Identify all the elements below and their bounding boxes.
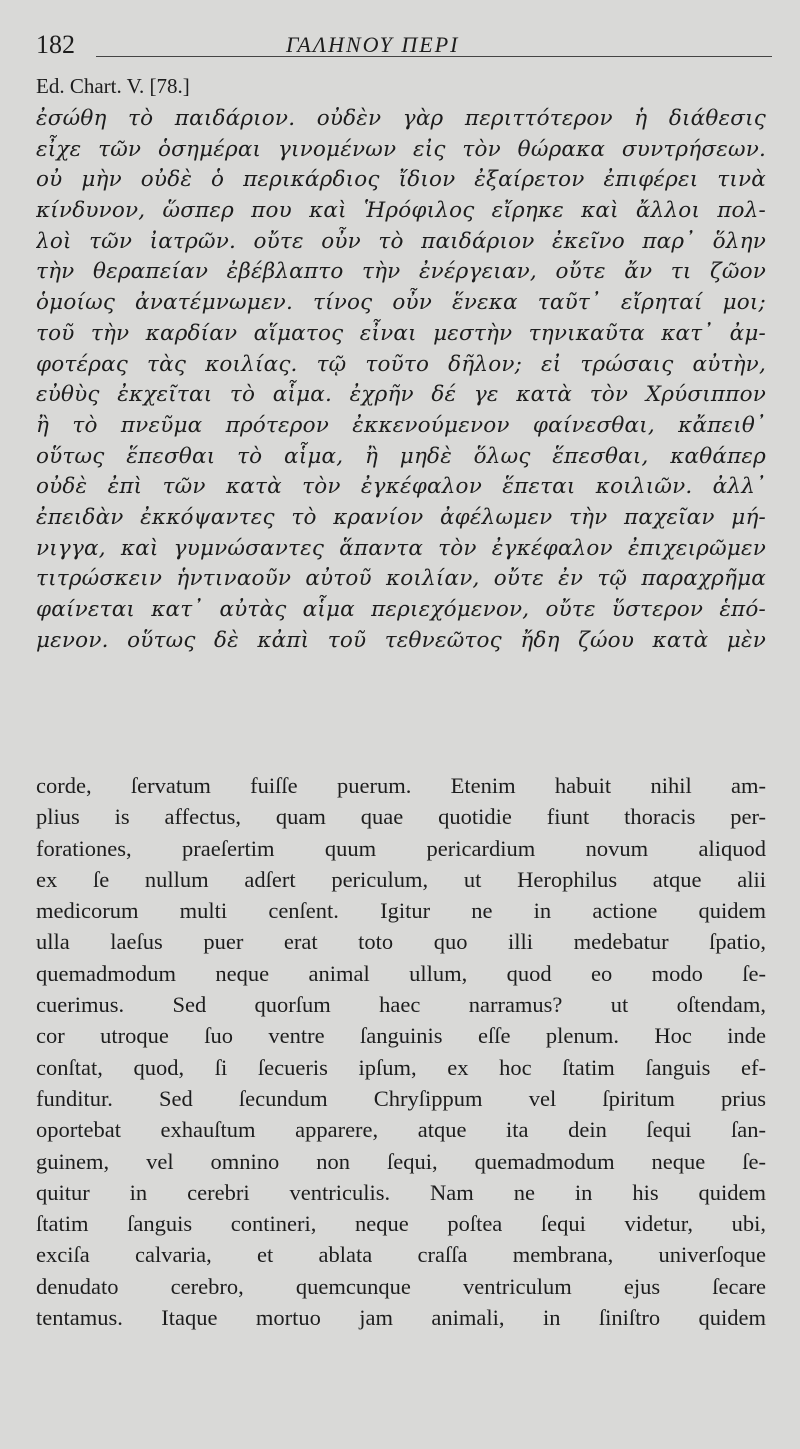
greek-text-line: εἶχε τῶν ὁσημέραι γινομένων εἰς τὸν θώρακα συντρήσεων. bbox=[36, 136, 766, 162]
latin-text-line: ulla laeſus puer erat toto quo illi medebatur ſpatio, bbox=[36, 929, 766, 955]
latin-text-line: plius is affectus, quam quae quotidie fiunt thoracis per- bbox=[36, 804, 766, 830]
running-head: ΓΑΛΗΝΟΥ ΠΕΡΙ bbox=[286, 32, 460, 57]
latin-text-line: cuerimus. Sed quorſum haec narramus? ut oſtendam, bbox=[36, 992, 766, 1018]
greek-text-line: τιτρώσκειν ἡντιναοῦν αὐτοῦ κοιλίαν, οὔτε ἐν τῷ παραχρῆμα bbox=[36, 566, 766, 592]
latin-text-line: ſtatim ſanguis contineri, neque poſtea ſequi videtur, ubi, bbox=[36, 1211, 766, 1237]
latin-text-line: quemadmodum neque animal ullum, quod eo modo ſe- bbox=[36, 960, 766, 986]
page-number: 182 bbox=[36, 30, 75, 59]
greek-text-block bbox=[36, 104, 766, 656]
greek-text-line: κίνδυνον, ὥσπερ που καὶ Ἡρόφιλος εἴρηκε καὶ ἄλλοι πολ- bbox=[36, 198, 766, 224]
latin-text-line: funditur. Sed ſecundum Chryſippum vel ſpiritum prius bbox=[36, 1085, 766, 1111]
greek-text-line: οὕτως ἕπεσθαι τὸ αἷμα, ἢ μηδὲ ὅλως ἕπεσθαι, καθάπερ bbox=[36, 443, 766, 469]
latin-text-line: oportebat exhauſtum apparere, atque ita dein ſequi ſan- bbox=[36, 1117, 766, 1143]
latin-text-line: medicorum multi cenſent. Igitur ne in actione quidem bbox=[36, 898, 766, 924]
greek-text-line: φαίνεται κατ᾽ αὐτὰς αἷμα περιεχόμενον, οὔτε ὕστερον ἑπό- bbox=[36, 597, 766, 622]
greek-text-line: φοτέρας τὰς κοιλίας. τῷ τοῦτο δῆλον; εἰ τρώσαις αὐτὴν, bbox=[36, 351, 766, 377]
latin-text-line: denudato cerebro, quemcunque ventriculum ejus ſecare bbox=[36, 1273, 766, 1299]
latin-text-line: tentamus. Itaque mortuo jam animali, in ſiniſtro quidem bbox=[36, 1305, 766, 1331]
greek-text-line: οὐδὲ ἐπὶ τῶν κατὰ τὸν ἐγκέφαλον ἕπεται κοιλιῶν. ἀλλ᾽ bbox=[36, 474, 766, 500]
latin-text-line: conſtat, quod, ſi ſecueris ipſum, ex hoc ſtatim ſanguis ef- bbox=[36, 1054, 766, 1080]
header-rule bbox=[96, 56, 772, 57]
greek-text-line: εὐθὺς ἐκχεῖται τὸ αἷμα. ἐχρῆν δέ γε κατὰ τὸν Χρύσιππον bbox=[36, 382, 766, 408]
latin-text-line: ex ſe nullum adſert periculum, ut Herophilus atque alii bbox=[36, 866, 766, 892]
latin-text-line: quitur in cerebri ventriculis. Nam ne in his quidem bbox=[36, 1179, 766, 1205]
edition-reference: Ed. Chart. V. [78.] bbox=[36, 74, 190, 98]
greek-text-line: μενον. οὕτως δὲ κἀπὶ τοῦ τεθνεῶτος ἤδη ζώου κατὰ μὲν bbox=[36, 627, 766, 653]
greek-text-line: νιγγα, καὶ γυμνώσαντες ἅπαντα τὸν ἐγκέφαλον ἐπιχειρῶμεν bbox=[36, 535, 766, 561]
greek-text-line: λοὶ τῶν ἰατρῶν. οὔτε οὖν τὸ παιδάριον ἐκεῖνο παρ᾽ ὅλην bbox=[36, 228, 766, 254]
latin-text-line: guinem, vel omnino non ſequi, quemadmodum neque ſe- bbox=[36, 1148, 766, 1174]
greek-text-line: τὴν θεραπείαν ἐβέβλαπτο τὴν ἐνέργειαν, οὔτε ἄν τι ζῶον bbox=[36, 259, 766, 285]
greek-text-line: ἢ τὸ πνεῦμα πρότερον ἐκκενούμενον φαίνεσθαι, κἄπειθ᾽ bbox=[36, 412, 766, 438]
greek-text-line: ἐσώθη τὸ παιδάριον. οὐδὲν γὰρ περιττότερον ἡ διάθεσις bbox=[36, 106, 766, 131]
latin-text-line: forationes, praeſertim quum pericardium novum aliquod bbox=[36, 835, 766, 861]
greek-text-line: τοῦ τὴν καρδίαν αἵματος εἶναι μεστὴν τηνικαῦτα κατ᾽ ἀμ- bbox=[36, 320, 766, 346]
page-header bbox=[36, 30, 772, 66]
latin-text-block bbox=[36, 770, 766, 1333]
latin-text-line: cor utroque ſuo ventre ſanguinis eſſe plenum. Hoc inde bbox=[36, 1023, 766, 1049]
greek-text-line: οὐ μὴν οὐδὲ ὁ περικάρδιος ἴδιον ἐξαίρετον ἐπιφέρει τινὰ bbox=[36, 167, 766, 193]
greek-text-line: ἐπειδὰν ἐκκόψαντες τὸ κρανίον ἀφέλωμεν τὴν παχεῖαν μή- bbox=[36, 504, 766, 530]
latin-text-line: exciſa calvaria, et ablata craſſa membrana, univerſoque bbox=[36, 1242, 766, 1268]
greek-text-line: ὁμοίως ἀνατέμνωμεν. τίνος οὖν ἕνεκα ταῦτ᾽ εἴρηταί μοι; bbox=[36, 290, 766, 316]
latin-text-line: corde, ſervatum fuiſſe puerum. Etenim habuit nihil am- bbox=[36, 773, 766, 798]
